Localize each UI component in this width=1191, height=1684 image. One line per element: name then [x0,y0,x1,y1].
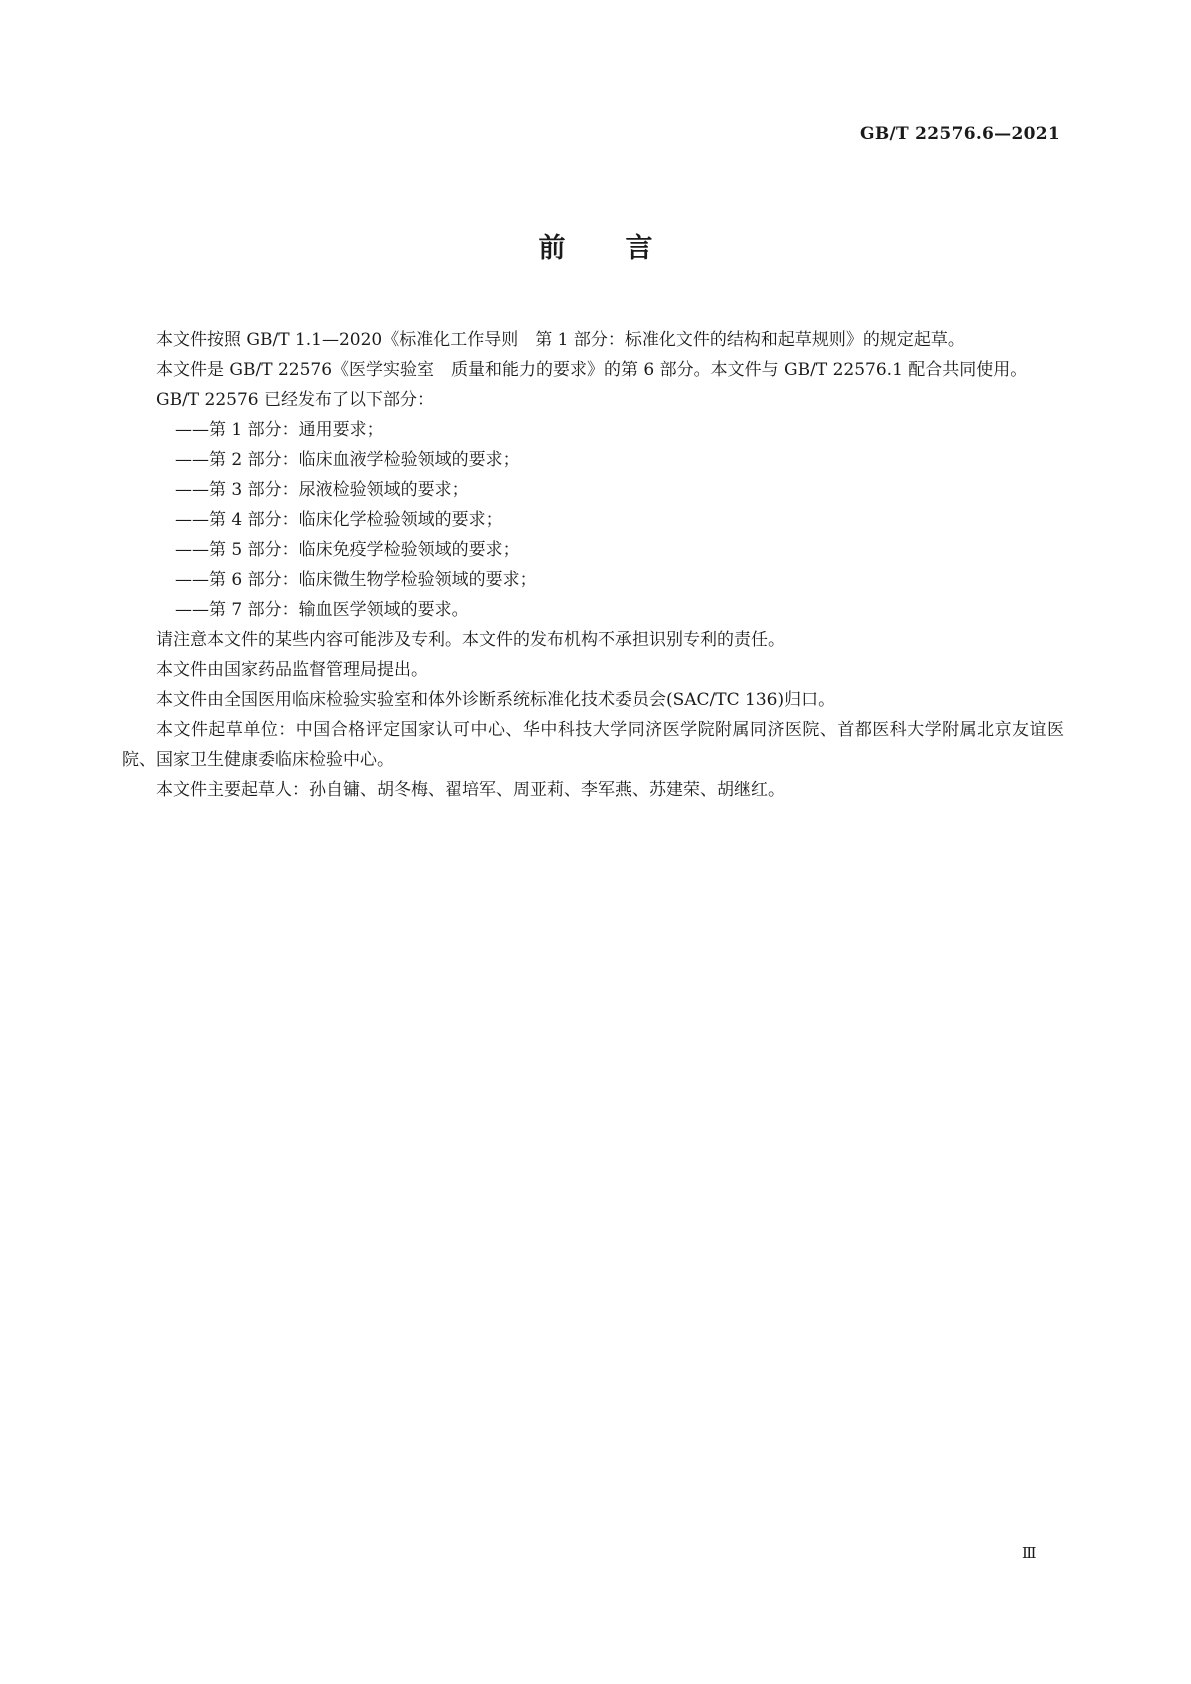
paragraph-drafters: 本文件主要起草人：孙自镛、胡冬梅、翟培军、周亚莉、李军燕、苏建荣、胡继红。 [156,780,785,800]
paragraph-drafting-rules: 本文件按照 GB/T 1.1—2020《标准化工作导则 第 1 部分：标准化文件的结构和起草规则》的规定起草。 [156,330,965,350]
list-item: ——第 5 部分：临床免疫学检验领域的要求； [175,540,520,560]
paragraph-patent-notice: 请注意本文件的某些内容可能涉及专利。本文件的发布机构不承担识别专利的责任。 [156,630,785,650]
title-char-1: 前 [538,233,566,264]
standard-code: GB/T 22576.6—2021 [860,124,1060,144]
list-item: ——第 1 部分：通用要求； [175,420,384,440]
list-item: ——第 2 部分：临床血液学检验领域的要求； [175,450,520,470]
paragraph-part-relation: 本文件是 GB/T 22576《医学实验室 质量和能力的要求》的第 6 部分。本文件与 GB/T 22576.1 配合共同使用。 [156,360,1028,380]
list-item: ——第 7 部分：输血医学领域的要求。 [175,600,469,620]
page-title [0,226,1191,265]
title-char-2: 言 [625,233,653,264]
parts-list [122,415,1064,625]
paragraph-drafting-units: 本文件起草单位：中国合格评定国家认可中心、华中科技大学同济医学院附属同济医院、首都医科大学附属北京友谊医院、国家卫生健康委临床检验中心。 [122,720,1064,770]
paragraph-committee: 本文件由全国医用临床检验实验室和体外诊断系统标准化技术委员会(SAC/TC 136)归口。 [156,690,836,710]
list-item: ——第 4 部分：临床化学检验领域的要求； [175,510,503,530]
paragraph-published-parts: GB/T 22576 已经发布了以下部分： [156,390,435,410]
list-item: ——第 6 部分：临床微生物学检验领域的要求； [175,570,537,590]
list-item: ——第 3 部分：尿液检验领域的要求； [175,480,469,500]
page-number: Ⅲ [1022,1544,1037,1562]
paragraph-proposer: 本文件由国家药品监督管理局提出。 [156,660,428,680]
foreword-body [122,325,1064,805]
